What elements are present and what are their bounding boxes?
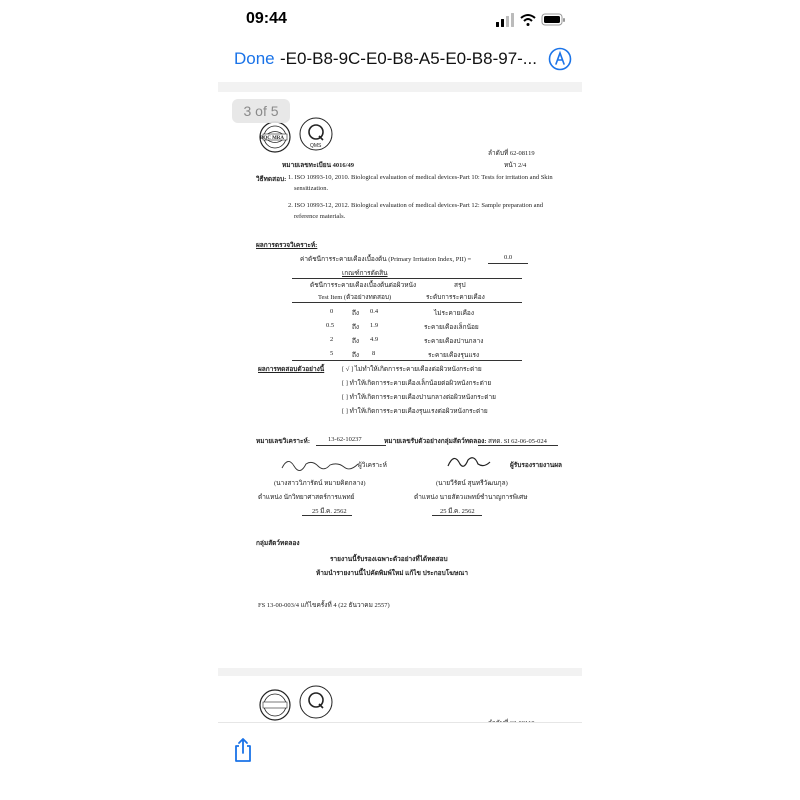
signer-right-position: ตำแหน่ง นายสัตวแพทย์ชำนาญการพิเศษ xyxy=(414,494,528,501)
page-number: หน้า 2/4 xyxy=(504,162,527,169)
document-page xyxy=(218,92,582,668)
table-cell: ระคายเคืองเล็กน้อย xyxy=(424,324,479,331)
certificate-number: ลำดับที่ 62-08119 xyxy=(488,150,535,157)
pii-value: 0.0 xyxy=(504,254,513,261)
qms-logo-icon xyxy=(298,684,334,725)
markup-icon[interactable] xyxy=(548,47,572,71)
pii-label: ค่าดัชนีการระคายเคืองเบื้องต้น (Primary Irritation Index, PII) = xyxy=(300,256,472,263)
table-cell: ถึง xyxy=(352,338,360,345)
conclusion-label: ผลการทดสอบตัวอย่างนี้ xyxy=(258,366,325,373)
status-icons xyxy=(496,12,566,28)
signer-right-date: 25 มี.ค. 2562 xyxy=(440,508,475,515)
sample-number: สทด. SI 62-06-05-024 xyxy=(488,438,547,445)
status-time: 09:44 xyxy=(246,10,287,27)
method-line: reference materials. xyxy=(294,213,346,220)
conclusion-item: [ √ ] ไม่ทำให้เกิดการระคายเคืองต่อผิวหนังกระต่าย xyxy=(342,366,482,373)
footer-note: ห้ามนำรายงานนี้ไปคัดพิมพ์ใหม่ แก้ไข ประกอบโฆษณา xyxy=(316,570,468,577)
table-cell: 0 xyxy=(330,308,334,315)
table-cell: ระคายเคืองรุนแรง xyxy=(428,352,480,359)
table-header: สรุป xyxy=(454,282,466,289)
signal-icon xyxy=(496,13,514,27)
result-label: ผลการตรวจวิเคราะห์: xyxy=(256,242,318,249)
wifi-icon xyxy=(521,15,535,26)
pdf-viewer[interactable] xyxy=(218,82,582,722)
analysis-number: 13-62-10237 xyxy=(328,436,362,443)
table-cell: 1.9 xyxy=(370,322,379,329)
analysis-number-label: หมายเลขวิเคราะห์: xyxy=(256,438,310,445)
table-cell: 0.4 xyxy=(370,308,379,315)
method-line: 2. ISO 10993-12, 2012. Biological evaluation of medical devices-Part 12: Sample preparation and xyxy=(288,202,544,209)
signer-left-date: 25 มี.ค. 2562 xyxy=(312,508,347,515)
done-button[interactable]: Done xyxy=(234,49,275,68)
table-cell: 8 xyxy=(372,350,376,357)
signature-left xyxy=(280,454,360,474)
table-header: ระดับการระคายเคือง xyxy=(426,294,485,301)
signer-right-name: (นายวีรัตน์ สุนทรีวัฒนกุล) xyxy=(436,480,508,487)
signer-right-role: ผู้รับรองรายงานผล xyxy=(510,462,563,469)
svg-text:QMS: QMS xyxy=(310,143,322,149)
status-bar xyxy=(0,0,800,40)
method-line: sensitization. xyxy=(294,185,329,192)
method-line: 1. ISO 10993-10, 2010. Biological evaluation of medical devices-Part 10: Tests for irritation and Skin xyxy=(288,174,553,181)
qms-logo-icon xyxy=(298,116,334,157)
table-header: ดัชนีการระคายเคืองเบื้องต้นต่อผิวหนัง xyxy=(310,282,417,289)
table-cell: ถึง xyxy=(352,324,360,331)
seal-text: BQC MRA xyxy=(260,136,285,141)
signer-left-name: (นางสาววิภารัตน์ หมายคิดกลาง) xyxy=(274,480,366,487)
conclusion-item: [ ] ทำให้เกิดการระคายเคืองเล็กน้อยต่อผิวหนังกระต่าย xyxy=(342,380,492,387)
document-title: -E0-B8-9C-E0-B8-A5-E0-B8-97-... xyxy=(280,49,537,68)
nav-bar xyxy=(218,40,582,80)
signature-right xyxy=(444,450,494,472)
table-cell: 4.9 xyxy=(370,336,379,343)
footer-note: รายงานนี้รับรองเฉพาะตัวอย่างที่ได้ทดสอบ xyxy=(330,556,448,563)
table-cell: 5 xyxy=(330,350,334,357)
conclusion-item: [ ] ทำให้เกิดการระคายเคืองรุนแรงต่อผิวหนังกระต่าย xyxy=(342,408,488,415)
sample-number-label: หมายเลขรับตัวอย่างกลุ่มสัตว์ทดลอง: xyxy=(384,438,487,445)
table-cell: ถึง xyxy=(352,310,360,317)
table-cell: 2 xyxy=(330,336,334,343)
form-number: FS 13-00-003/4 แก้ไขครั้งที่ 4 (22 ธันวาคม 2557) xyxy=(258,602,390,609)
conclusion-item: [ ] ทำให้เกิดการระคายเคืองปานกลางต่อผิวหนังกระต่าย xyxy=(342,394,496,401)
page-indicator: 3 of 5 xyxy=(232,99,290,123)
signer-left-position: ตำแหน่ง นักวิทยาศาสตร์การแพทย์ xyxy=(258,494,355,501)
table-cell: 0.5 xyxy=(326,322,335,329)
table-header: Test Item (ตัวอย่างทดสอบ) xyxy=(318,294,392,301)
table-cell: ไม่ระคายเคือง xyxy=(434,310,474,317)
criteria-title: เกณฑ์การตัดสิน xyxy=(342,270,388,277)
signer-left-role: ผู้วิเคราะห์ xyxy=(358,462,387,469)
bottom-toolbar xyxy=(218,722,582,779)
animal-group-label: กลุ่มสัตว์ทดลอง xyxy=(256,540,300,547)
method-label: วิธีทดสอบ: xyxy=(256,176,287,183)
share-icon[interactable] xyxy=(232,737,254,763)
table-cell: ถึง xyxy=(352,352,360,359)
registration-number: หมายเลขทะเบียน 4016/49 xyxy=(282,162,354,169)
battery-icon xyxy=(542,14,565,25)
table-cell: ระคายเคืองปานกลาง xyxy=(424,338,484,345)
